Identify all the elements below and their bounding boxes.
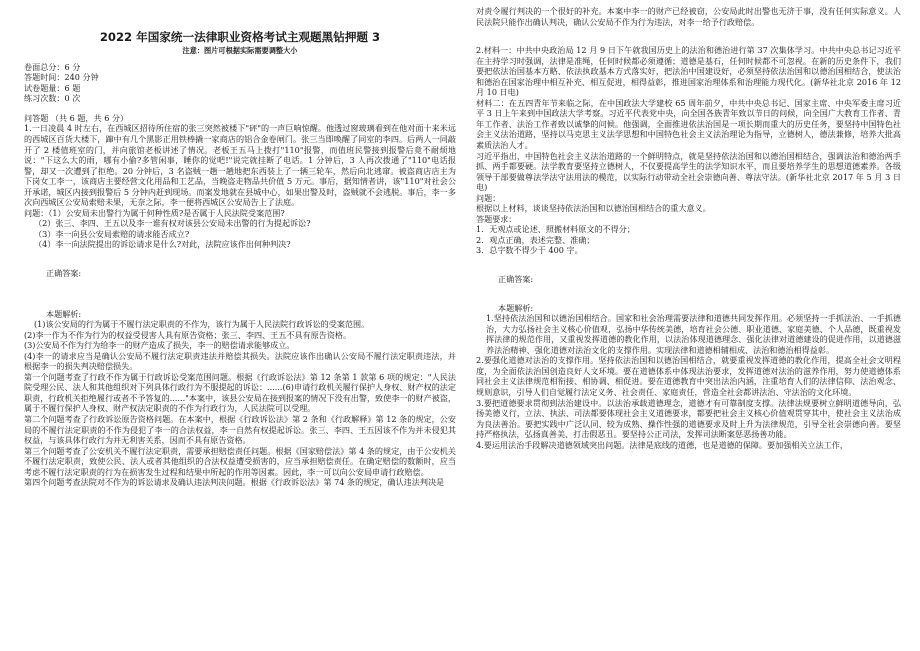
question-2-material-2b: 习近平指出，中国特色社会主义法治道路的一个鲜明特点，就是坚持依法治国和以德治国相结合，强调法治和德治两手抓、两手都要硬。法学教育要坚持立德树人，不仅要提高学生的法学知识水平，而且要培养学生的思想道德素养。各级领导干部要做尊法学法守法用法的模范，以实际行动带动全社会崇德向善、尊法守法。(新华社北京 2017 年 5 月 3 日电) [476, 150, 901, 193]
question-2-requirement: 3．总字数不得少于 400 字。 [476, 245, 583, 256]
meta-question-count: 试卷题量：6 题 [24, 82, 81, 93]
analysis-paragraph: 第一个问题考查了行政不作为属于行政诉讼受案范围问题。根据《行政诉讼法》第 12 条第 1 款第 6 项的规定："人民法院受理公民、法人和其他组织对下列具体行政行为不服提起的诉讼：......(6)申请行政机关履行保护人身权、财产权的法定职责，行政机关拒绝履行或者不予答复的......"本案中，该县公安局在接到报案的情况下没有出警，致使李一的财产被盗，属于不履行保护人身权、财产权法定职责的不作为行政行为，人民法院可以受理。 [24, 371, 456, 414]
analysis-paragraph: 3.要把道德要求贯彻到法治建设中。以法治承载道德理念，道德才有可靠制度支撑。法律法规要树立鲜明道德导向，弘扬美德义行，立法、执法、司法都要体现社会主义道德要求，都要把社会主义核心价值观贯穿其中，使社会主义法治成为良法善治。要把实践中广泛认同、较为成熟、操作性强的道德要求及时上升为法律规范，引导全社会崇德向善。要坚持严格执法，弘扬真善美、打击假恶丑。要坚持公正司法，发挥司法断案惩恶扬善功能。 [476, 397, 901, 440]
question-1-sub: （4）李一向法院提出的诉讼请求是什么?对此，法院应该作出何种判决? [34, 239, 291, 250]
analysis-paragraph: 4.要运用法治手段解决道德领域突出问题。法律是底线的道德，也是道德的保障。要加强相关立法工作， [476, 439, 848, 450]
left-column [24, 6, 456, 488]
question-1-sub: （2）张三、李四、王五以及李一谁有权对该县公安局未出警的行为提起诉讼? [34, 218, 311, 229]
analysis-label: 本题解析: [46, 308, 82, 319]
analysis-paragraph: (1)该公安局的行为属于不履行法定职责的不作为，该行为属于人民法院行政诉讼的受案范围。 [34, 319, 370, 330]
answer-label: 正确答案: [498, 274, 534, 285]
answer-label: 正确答案: [46, 268, 82, 279]
analysis-paragraph: (2)李一作为不作为行为的权益受侵害人具有原告资格；张三、李四、王五不具有原告资格。 [24, 329, 352, 340]
analysis-label: 本题解析: [498, 302, 534, 313]
question-2-ask-label: 问题： [476, 192, 501, 203]
analysis-paragraph: (3)公安局不作为行为给李一的财产造成了损失，李一的赔偿请求能够成立。 [24, 340, 295, 351]
question-2-requirements-label: 答题要求： [476, 213, 517, 224]
analysis-paragraph: (4)李一的请求应当是确认公安局不履行法定职责违法并赔偿其损失。法院应该作出确认公安局不履行法定职责违法，并根据李一的损失判决赔偿损失。 [24, 350, 456, 372]
document-title: 2022 年国家统一法律职业资格考试主观题黑钻押题 3 [99, 30, 381, 44]
question-2-requirement: 1．无观点或论述、照搬材料原文的不得分； [476, 224, 635, 235]
question-2-material-1: 2.材料一：中共中央政治局 12 月 9 日下午就我国历史上的法治和德治进行第 37 次集体学习。中共中央总书记习近平在主持学习时强调，法律是准绳，任何时候都必须遵循；道德是基石，任何时候都不可忽视。在新的历史条件下，我们要把依法治国基本方略、依法执政基本方式落实好，把法治中国建设好，必须坚持依法治国和以德治国相结合，使法治和德治在国家治理中相互补充、相互促进，相得益彰，推进国家治理体系和治理能力现代化。(新华社北京 2016 年 12 月 10 日电) [476, 45, 901, 98]
analysis-paragraph: 1.坚持依法治国和以德治国相结合。国家和社会治理需要法律和道德共同发挥作用。必须坚持一手抓法治、一手抓德治，大力弘扬社会主义核心价值观，弘扬中华传统美德，培育社会公德、职业道德、家庭美德、个人品德，既重视发挥法律的规范作用，又重视发挥道德的教化作用，以法治体现道德理念、强化法律对道德建设的促进作用，以道德滋养法治精神、强化道德对法治文化的支撑作用。实现法律和道德相辅相成、法治和德治相得益彰。 [486, 313, 901, 355]
question-1-sub: （3）李一向县公安局索赔的请求能否成立? [34, 228, 190, 239]
right-column [476, 6, 901, 450]
analysis-paragraph: 2.要强化道德对法治的支撑作用。坚持依法治国和以德治国相结合，就要重视发挥道德的教化作用，提高全社会文明程度，为全面依法治国创造良好人文环境。要在道德体系中体现法治要求，发挥道德对法治的滋养作用，努力使道德体系同社会主义法律规范相衔接、相协调、相促进。要在道德教育中突出法治内涵，注重培育人们的法律信仰、法治观念、规则意识，引导人们自觉履行法定义务、社会责任、家庭责任，营造全社会都讲法治、守法治的文化环境。 [476, 355, 901, 397]
meta-duration: 答题时间：240 分钟 [24, 72, 99, 83]
question-2-ask: 根据以上材料，谈谈坚持依法治国和以德治国相结合的重大意义。 [476, 203, 711, 214]
question-1-stem: 1.一日凌晨 4 时左右，在西城区招待所住宿的张三突然被楼下"砰"的一声巨响惊醒。他透过窗玻璃看到在他对面十来米远的西城区百货大楼下，蹿中有几个黑影正用铁棒撬一家商店的铝合金卷闸门。张三当即唤醒了同室的李四。后两人一同敲开了 2 楼值班室的门，并向旅馆老板讲述了情况。老板王五马上拨打"110"报警，而值班民警接到报警后竟不耐烦地说："下这么大的雨，哪有小偷?多管闲事，睡你的觉吧!"说完就挂断了电话。1 分钟后，3 人再次拨通了"110"电话报警，却又一次遭到了拒绝。20 分钟后，3 名盗贼一趟一趟地把东西装上了一辆三轮车，然后向北逃窜。被盗商店店主为下岗女工李一，该商店主要经营文化用品和工艺品，当晚盗走物品共价值 5 万元。事后，据知情者讲，该"110"对社会公开承诺，城区内接到报警后 5 分钟内赶到现场。而案发地就在县城中心，如果出警及时，盗贼就不会逃脱。事后，李一多次向西城区公安局索赔未果，无奈之际，李一便将西城区公安局告上了法庭。 [24, 123, 456, 208]
question-2-requirement: 2．观点正确，表述完整、准确； [476, 234, 595, 245]
question-2-material-2: 材料二：在五四青年节来临之际，在中国政法大学建校 65 周年前夕，中共中央总书记、国家主席、中央军委主席习近平 3 日上午来到中国政法大学考察。习近平代表党中央，向全国各族青年致以节日的问候，向全国广大教育工作者、青年工作者、法治工作者致以诚挚的问候。他强调，全面推进依法治国是一项长期而重大的历史任务，要坚持中国特色社会主义法治道路，坚持以马克思主义法学思想和中国特色社会主义法治理论为指导，立德树人，德法兼修，培养大批高素质法治人才。 [476, 97, 901, 151]
analysis-paragraph: 第二个问题考查了行政诉讼原告资格问题。在本案中，根据《行政诉讼法》第 2 条和《行政解释》第 12 条的规定，公安局的不履行法定职责的不作为侵犯了李一的合法权益，李一自然有权提起诉讼。张三、李四、王五因该不作为并未侵犯其权益，与该具体行政行为并无利害关系，因而不具有原告资格。 [24, 414, 456, 446]
meta-practice-count: 练习次数：0 次 [24, 92, 81, 103]
meta-total-score: 卷面总分：6 分 [24, 62, 81, 73]
analysis-paragraph: 第三个问题考查了公安机关不履行法定职责，需要承担赔偿责任问题。根据《国家赔偿法》第 4 条的规定，由于公安机关不履行法定职责，致使公民、法人或者其他组织的合法权益遭受损害的，应当承担赔偿责任。在确定赔偿的数额时，应当考虑不履行法定职责的行为在损害发生过程和结果中所起的作用等因素。因此，李一可以向公安局申请行政赔偿。 [24, 445, 456, 477]
section-heading: 问答题 （共 6 题，共 6 分） [24, 112, 129, 123]
analysis-paragraph: 第四个问题考查法院对不作为的诉讼请求及确认违法判决问题。根据《行政诉讼法》第 74 条的规定，确认违法判决是 [24, 477, 445, 488]
exam-meta [24, 62, 456, 103]
question-1-ask: 问题：（1）公安局未出警行为属于何种性质?是否属于人民法院受案范围? [24, 207, 285, 218]
document-note: 注意：图片可根据实际需要调整大小 [182, 45, 298, 55]
analysis-continuation: 对责令履行判决的一个很好的补充。本案中李一的财产已经被窃，公安局此时出警也无济于事，没有任何实际意义。人民法院只能作出确认判决，确认公安局不作为行为违法，对李一给予行政赔偿。 [476, 6, 901, 27]
